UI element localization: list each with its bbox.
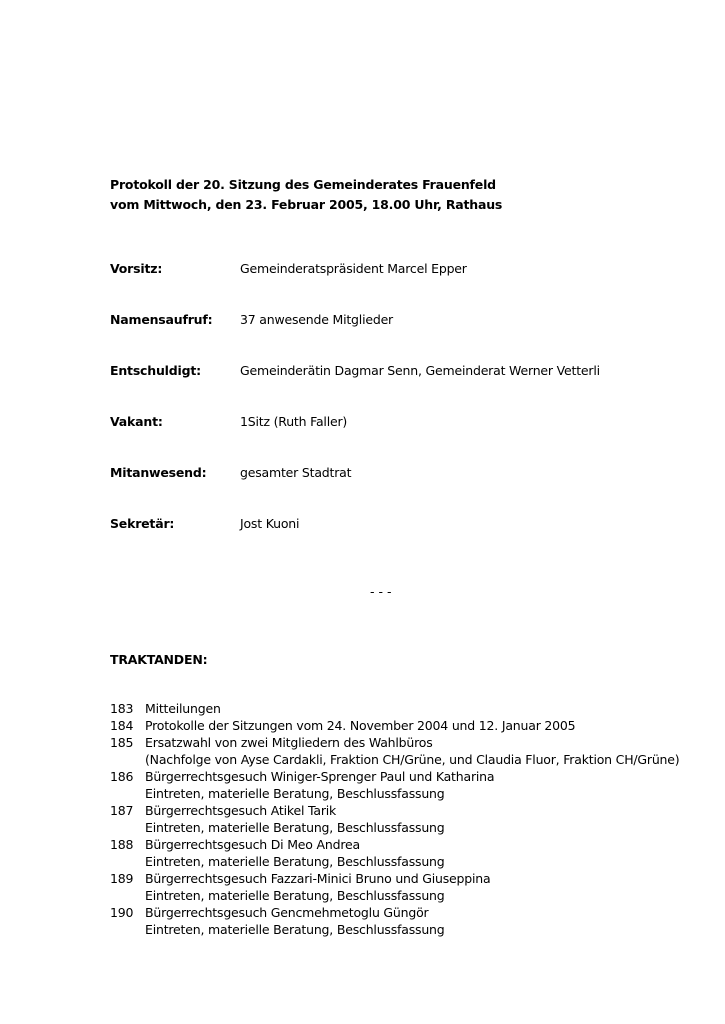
agenda-item-subtext: (Nachfolge von Ayse Cardakli, Fraktion CH/Grüne, und Claudia Fluor, Fraktion CH/Grüne) xyxy=(145,752,680,767)
agenda-item-number: 186 xyxy=(110,769,134,784)
field-row-vakant xyxy=(110,412,710,432)
field-value: 37 anwesende Mitglieder xyxy=(240,312,393,327)
agenda-item-186 xyxy=(110,768,710,802)
agenda-item-number: 183 xyxy=(110,701,134,716)
agenda-item-183 xyxy=(110,700,710,717)
agenda-item-188 xyxy=(110,836,710,870)
field-row-mitanwesend xyxy=(110,463,710,483)
field-value: Jost Kuoni xyxy=(240,516,300,531)
agenda-item-184 xyxy=(110,717,710,734)
field-label: Vorsitz: xyxy=(110,261,163,276)
agenda-item-187 xyxy=(110,802,710,836)
section-separator: - - - xyxy=(370,584,392,599)
field-value: Gemeinderatspräsident Marcel Epper xyxy=(240,261,467,276)
field-row-namensaufruf xyxy=(110,310,710,330)
field-value: Gemeinderätin Dagmar Senn, Gemeinderat Werner Vetterli xyxy=(240,363,600,378)
field-row-vorsitz xyxy=(110,259,710,279)
agenda-item-number: 185 xyxy=(110,735,134,750)
agenda-item-text: Bürgerrechtsgesuch Winiger-Sprenger Paul und Katharina xyxy=(145,769,495,784)
agenda-item-text: Bürgerrechtsgesuch Gencmehmetoglu Güngör xyxy=(145,905,429,920)
field-row-sekretaer xyxy=(110,514,710,534)
agenda-item-text: Bürgerrechtsgesuch Fazzari-Minici Bruno und Giuseppina xyxy=(145,871,491,886)
field-value: 1Sitz (Ruth Faller) xyxy=(240,414,348,429)
title-line-2: vom Mittwoch, den 23. Februar 2005, 18.00 Uhr, Rathaus xyxy=(110,197,503,212)
title-line-1: Protokoll der 20. Sitzung des Gemeinderates Frauenfeld xyxy=(110,177,496,192)
agenda-item-text: Mitteilungen xyxy=(145,701,221,716)
agenda-list xyxy=(110,700,710,938)
protocol-title xyxy=(110,175,670,215)
field-label: Vakant: xyxy=(110,414,163,429)
agenda-item-text: Bürgerrechtsgesuch Di Meo Andrea xyxy=(145,837,360,852)
agenda-item-text: Bürgerrechtsgesuch Atikel Tarik xyxy=(145,803,337,818)
agenda-item-subtext: Eintreten, materielle Beratung, Beschlussfassung xyxy=(145,888,445,903)
agenda-item-number: 184 xyxy=(110,718,134,733)
agenda-item-189 xyxy=(110,870,710,904)
agenda-item-subtext: Eintreten, materielle Beratung, Beschlussfassung xyxy=(145,786,445,801)
field-label: Namensaufruf: xyxy=(110,312,213,327)
field-label: Entschuldigt: xyxy=(110,363,201,378)
agenda-item-subtext: Eintreten, materielle Beratung, Beschlussfassung xyxy=(145,854,445,869)
agenda-item-number: 189 xyxy=(110,871,134,886)
agenda-item-number: 190 xyxy=(110,905,134,920)
agenda-item-190 xyxy=(110,904,710,938)
agenda-heading: TRAKTANDEN: xyxy=(110,652,208,667)
field-label: Mitanwesend: xyxy=(110,465,207,480)
field-label: Sekretär: xyxy=(110,516,175,531)
agenda-item-subtext: Eintreten, materielle Beratung, Beschlussfassung xyxy=(145,922,445,937)
agenda-item-number: 188 xyxy=(110,837,134,852)
agenda-item-subtext: Eintreten, materielle Beratung, Beschlussfassung xyxy=(145,820,445,835)
field-row-entschuldigt xyxy=(110,361,710,381)
agenda-item-text: Protokolle der Sitzungen vom 24. November 2004 und 12. Januar 2005 xyxy=(145,718,576,733)
agenda-item-number: 187 xyxy=(110,803,134,818)
field-value: gesamter Stadtrat xyxy=(240,465,352,480)
agenda-item-text: Ersatzwahl von zwei Mitgliedern des Wahlbüros xyxy=(145,735,433,750)
agenda-item-185 xyxy=(110,734,710,768)
